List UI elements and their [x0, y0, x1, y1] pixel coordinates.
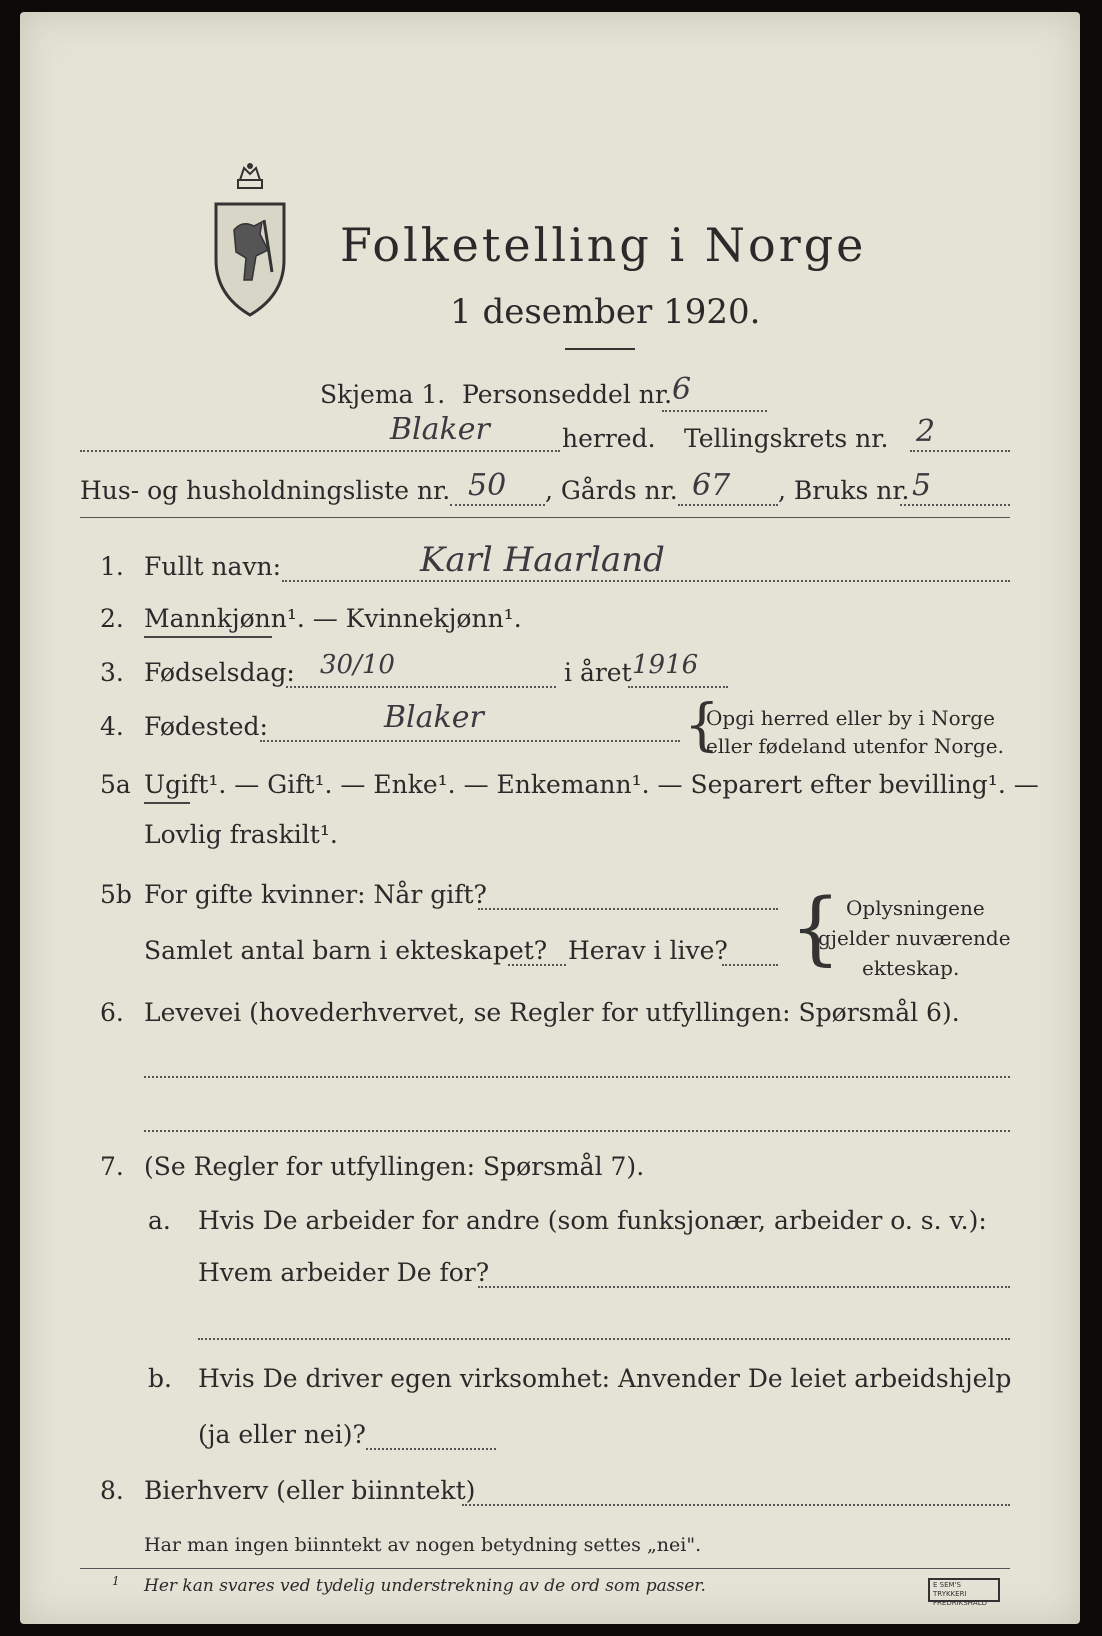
- skjema-label: Skjema 1.: [320, 380, 446, 409]
- bruks-label: , Bruks nr.: [778, 476, 910, 505]
- q7-label: (Se Regler for utfyllingen: Spørsmål 7).: [144, 1152, 645, 1181]
- personseddel-field-line: [662, 410, 767, 412]
- q7a-letter: a.: [148, 1206, 171, 1235]
- gards-value[interactable]: 67: [692, 468, 731, 503]
- marriage-note-2: gjelder nuværende: [818, 926, 1011, 950]
- footnote-mark: 1: [112, 1574, 120, 1588]
- full-name-value[interactable]: Karl Haarland: [420, 540, 665, 580]
- header-divider: [80, 517, 1010, 518]
- personseddel-label: Personseddel nr.: [462, 380, 673, 409]
- q2-number: 2.: [100, 604, 124, 633]
- footnote-text: Her kan svares ved tydelig understrekning av de ord som passer.: [144, 1576, 706, 1596]
- coat-of-arms-icon: [210, 160, 290, 320]
- birth-year-field-line: [628, 686, 728, 688]
- children-alive-field-line: [722, 964, 778, 966]
- census-date: 1 desember 1920.: [450, 292, 761, 332]
- q7b-line1: Hvis De driver egen virksomhet: Anvender De leiet arbeidshjelp: [198, 1364, 1012, 1393]
- marital-status-options-2[interactable]: Lovlig fraskilt¹.: [144, 820, 338, 849]
- married-when-field-line: [478, 908, 778, 910]
- employer-field-line-2[interactable]: [198, 1338, 1010, 1340]
- gards-field-line: [678, 504, 778, 506]
- side-income-field-line[interactable]: [462, 1504, 1010, 1506]
- marriage-note-brace: {: [790, 881, 841, 974]
- q5a-number: 5a: [100, 770, 131, 799]
- birthplace-field-line: [260, 740, 680, 742]
- married-when-label: For gifte kvinner: Når gift?: [144, 880, 487, 909]
- herred-value[interactable]: Blaker: [390, 412, 490, 447]
- occupation-field-line-2[interactable]: [144, 1130, 1010, 1132]
- hus-field-line: [450, 504, 545, 506]
- bruks-field-line: [900, 504, 1010, 506]
- marriage-note-3: ekteskap.: [862, 956, 960, 980]
- q8-number: 8.: [100, 1476, 124, 1505]
- hus-label: Hus- og husholdningsliste nr.: [80, 476, 451, 505]
- tellingskrets-value[interactable]: 2: [916, 414, 936, 449]
- full-name-label: Fullt navn:: [144, 552, 282, 581]
- side-income-note: Har man ingen biinntekt av nogen betydning settes „nei".: [144, 1534, 702, 1556]
- birthplace-note-2: eller fødeland utenfor Norge.: [706, 734, 1004, 758]
- birthplace-note-brace: {: [684, 693, 720, 758]
- birthday-label: Fødselsdag:: [144, 658, 295, 687]
- full-name-field-line: [282, 580, 1010, 582]
- census-form-page: [20, 12, 1080, 1624]
- occupation-field-line-1[interactable]: [144, 1076, 1010, 1078]
- gards-label: , Gårds nr.: [545, 476, 678, 505]
- children-alive-label: Herav i live?: [568, 936, 728, 965]
- children-count-field-line: [508, 964, 566, 966]
- side-income-label: Bierhverv (eller biinntekt): [144, 1476, 476, 1505]
- children-count-label: Samlet antal barn i ekteskapet?: [144, 936, 548, 965]
- q3-number: 3.: [100, 658, 124, 687]
- birthplace-label: Fødested:: [144, 712, 268, 741]
- birthday-field-line: [286, 686, 556, 688]
- q6-number: 6.: [100, 998, 124, 1027]
- birthday-value[interactable]: 30/10: [320, 650, 395, 680]
- employer-field-line[interactable]: [478, 1286, 1010, 1288]
- printer-stamp: E SEM'S TRYKKERI FREDRIKSHALD: [928, 1578, 1000, 1602]
- occupation-label: Levevei (hovederhvervet, se Regler for utfyllingen: Spørsmål 6).: [144, 998, 960, 1027]
- herred-field-line: [80, 450, 560, 452]
- marital-status-options[interactable]: Ugift¹. — Gift¹. — Enke¹. — Enkemann¹. — Separert efter bevilling¹. —: [144, 770, 1039, 799]
- hired-help-label: (ja eller nei)?: [198, 1420, 366, 1449]
- title-divider: [565, 348, 635, 350]
- gender-options[interactable]: Mannkjønn¹. — Kvinnekjønn¹.: [144, 604, 522, 633]
- herred-label: herred.: [562, 424, 656, 453]
- form-title: Folketelling i Norge: [340, 218, 867, 272]
- birth-year-label: i året: [564, 658, 632, 687]
- marital-underline: [144, 802, 190, 804]
- marriage-note-1: Oplysningene: [846, 896, 985, 920]
- q7a-line1: Hvis De arbeider for andre (som funksjonær, arbeider o. s. v.):: [198, 1206, 987, 1235]
- birthplace-value[interactable]: Blaker: [384, 700, 484, 735]
- personseddel-value[interactable]: 6: [672, 372, 692, 407]
- q1-number: 1.: [100, 552, 124, 581]
- birth-year-value[interactable]: 1916: [632, 650, 699, 680]
- q7b-letter: b.: [148, 1364, 172, 1393]
- q4-number: 4.: [100, 712, 124, 741]
- q7-number: 7.: [100, 1152, 124, 1181]
- birthplace-note-1: Opgi herred eller by i Norge: [706, 706, 995, 730]
- hired-help-field-line[interactable]: [366, 1448, 496, 1450]
- hus-value[interactable]: 50: [468, 468, 507, 503]
- employer-label: Hvem arbeider De for?: [198, 1258, 490, 1287]
- q5b-number: 5b: [100, 880, 132, 909]
- bruks-value[interactable]: 5: [912, 468, 932, 503]
- tellingskrets-field-line: [910, 450, 1010, 452]
- tellingskrets-label: Tellingskrets nr.: [684, 424, 889, 453]
- footer-divider: [80, 1568, 1010, 1569]
- gender-underline: [144, 636, 272, 638]
